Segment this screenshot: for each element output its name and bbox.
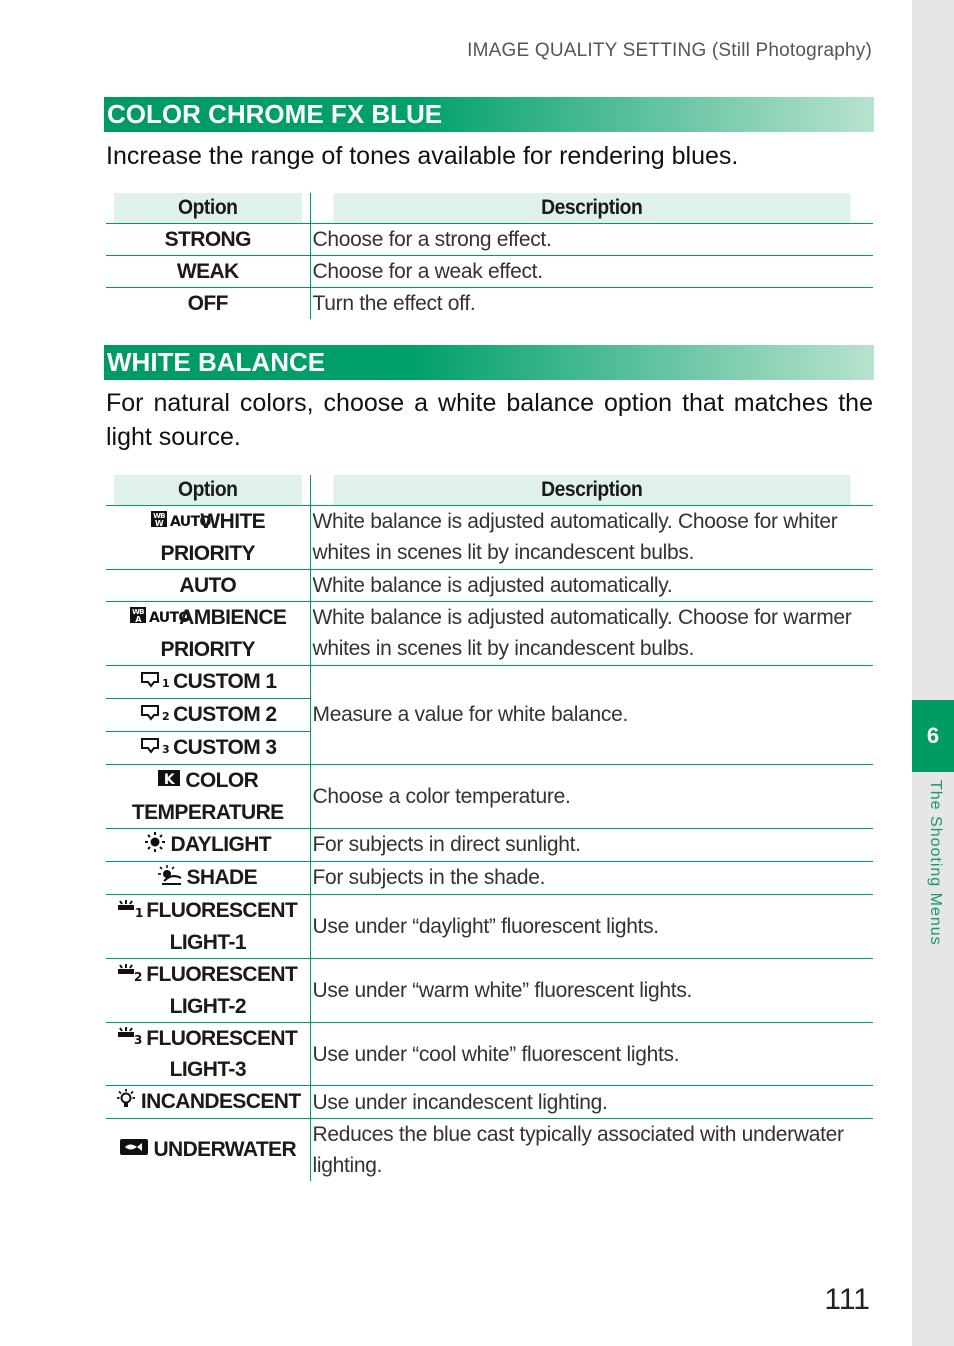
description: Use under “warm white” fluorescent lights.	[310, 958, 873, 1022]
svg-text:WB: WB	[153, 511, 166, 520]
option-custom-2: 2 CUSTOM 2	[106, 698, 310, 731]
column-header-option: Option	[114, 475, 302, 506]
description: Choose for a weak effect.	[310, 256, 873, 288]
option-fluorescent-2: 2 FLUORESCENT LIGHT-2	[106, 958, 310, 1022]
shade-icon	[158, 863, 182, 894]
underwater-icon	[119, 1135, 149, 1166]
description: Turn the effect off.	[312, 292, 476, 315]
custom-2-icon	[139, 700, 169, 731]
svg-text:AUTO: AUTO	[149, 609, 190, 626]
svg-text:2: 2	[162, 709, 170, 723]
description: For subjects in the shade.	[310, 861, 873, 894]
color-chrome-options-table	[106, 193, 873, 319]
table-row	[106, 665, 873, 698]
option-auto: AUTO	[106, 569, 310, 601]
section-heading-color-chrome-fx-blue: COLOR CHROME FX BLUE	[104, 97, 874, 132]
option-shade: SHADE	[106, 861, 310, 894]
running-header: IMAGE QUALITY SETTING (Still Photography)	[467, 40, 872, 61]
table-row	[106, 764, 873, 828]
table-row	[106, 288, 873, 320]
description: Choose a color temperature.	[310, 764, 873, 828]
option-strong: STRONG	[106, 224, 310, 256]
table-row	[106, 1086, 873, 1119]
table-row	[106, 861, 873, 894]
column-header-description: Description	[333, 475, 851, 506]
option-fluorescent-3: 3 FLUORESCENT LIGHT-3	[106, 1022, 310, 1086]
auto-ambience-priority-icon	[129, 603, 190, 634]
option-weak: WEAK	[106, 256, 310, 288]
column-header-option: Option	[114, 193, 302, 224]
section-heading-white-balance: WHITE BALANCE	[104, 345, 874, 380]
table-row	[106, 601, 873, 665]
white-balance-options-table	[106, 475, 873, 1181]
svg-text:AUTO: AUTO	[170, 513, 212, 530]
chapter-tab[interactable]: 6	[912, 700, 954, 772]
option-fluorescent-1: 1 FLUORESCENT LIGHT-1	[106, 894, 310, 958]
option-custom-1: 1 CUSTOM 1	[106, 665, 310, 698]
chapter-sidebar	[912, 0, 954, 1346]
table-row	[106, 828, 873, 861]
option-underwater: UNDERWATER	[106, 1119, 310, 1182]
table-row	[106, 224, 873, 256]
description: Choose for a strong effect.	[310, 224, 873, 256]
table-row	[106, 958, 873, 1022]
description: Use under “daylight” fluorescent lights.	[310, 894, 873, 958]
table-row	[106, 894, 873, 958]
table-row	[106, 506, 873, 570]
svg-text:A: A	[135, 614, 141, 624]
auto-white-priority-icon	[150, 507, 212, 538]
svg-text:K: K	[164, 771, 175, 788]
svg-text:1: 1	[162, 676, 170, 690]
section-intro-white-balance: For natural colors, choose a white balance option that matches the light source.	[106, 389, 873, 451]
description: For subjects in direct sunlight.	[310, 828, 873, 861]
custom-1-icon	[139, 667, 169, 698]
svg-text:3: 3	[134, 1033, 143, 1048]
svg-text:3: 3	[162, 742, 170, 756]
table-row	[106, 256, 873, 288]
svg-text:2: 2	[134, 969, 143, 984]
section-intro-color-chrome: Increase the range of tones available for rendering blues.	[106, 142, 739, 170]
table-row	[106, 1022, 873, 1086]
description: White balance is adjusted automatically. Choose for whiter whites in scenes lit by incandescent bulbs.	[310, 506, 873, 570]
fluorescent-3-icon	[118, 1023, 142, 1054]
kelvin-icon	[157, 766, 181, 797]
fluorescent-1-icon	[118, 896, 142, 927]
description: Use under incandescent lighting.	[310, 1086, 873, 1119]
description: Use under “cool white” fluorescent lights.	[310, 1022, 873, 1086]
svg-text:WB: WB	[132, 607, 145, 616]
description: Reduces the blue cast typically associated with underwater lighting.	[312, 1123, 844, 1178]
svg-text:1: 1	[135, 905, 144, 920]
custom-3-icon	[139, 733, 169, 764]
table-row	[106, 1119, 873, 1182]
description: White balance is adjusted automatically.	[310, 569, 873, 601]
option-auto-white-priority: WB W AUTO WHITE PRIORITY	[106, 506, 310, 570]
option-auto-ambience-priority: WB A AUTO AMBIENCE PRIORITY	[106, 601, 310, 665]
option-off: OFF	[106, 288, 310, 320]
chapter-title: The Shooting Menus	[927, 780, 944, 946]
option-daylight: DAYLIGHT	[106, 828, 310, 861]
sun-icon	[144, 830, 166, 861]
option-color-temperature: K COLOR TEMPERATURE	[106, 764, 310, 828]
option-incandescent: INCANDESCENT	[106, 1086, 310, 1119]
svg-text:W: W	[155, 518, 164, 528]
description: White balance is adjusted automatically. Choose for warmer whites in scenes lit by incandescent bulbs.	[310, 601, 873, 665]
fluorescent-2-icon	[118, 960, 142, 991]
option-custom-3: 3 CUSTOM 3	[106, 731, 310, 764]
page-number: 111	[824, 1283, 870, 1316]
column-header-description: Description	[333, 193, 851, 224]
incandescent-icon	[115, 1087, 137, 1118]
description-custom: Measure a value for white balance.	[310, 665, 873, 764]
table-row	[106, 569, 873, 601]
